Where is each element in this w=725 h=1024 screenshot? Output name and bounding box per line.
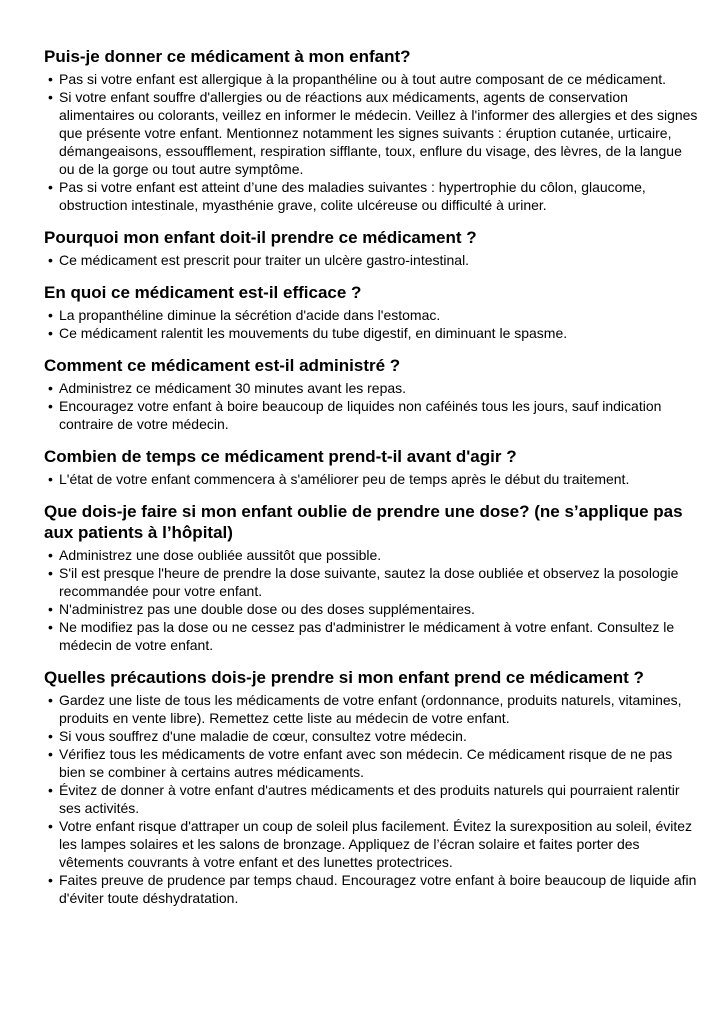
document-section <box>44 501 699 654</box>
bullet-item: • Pas si votre enfant est atteint d’une des maladies suivantes : hypertrophie du côlon, glaucome, obstruction intestinale, myasthénie grave, colite ulcéreuse ou difficulté à uriner. <box>44 178 699 214</box>
bullet-list <box>44 691 699 907</box>
bullet-item: • Faites preuve de prudence par temps chaud. Encouragez votre enfant à boire beaucoup de liquide afin d'éviter toute déshydratation. <box>44 871 699 907</box>
section-heading: Combien de temps ce médicament prend-t-il avant d'agir ? <box>44 447 517 466</box>
bullet-item: • Encouragez votre enfant à boire beaucoup de liquides non caféinés tous les jours, sauf indication contraire de votre médecin. <box>44 397 699 433</box>
section-heading: Comment ce médicament est-il administré ? <box>44 356 401 375</box>
document-section <box>44 667 699 907</box>
bullet-item: • N'administrez pas une double dose ou des doses supplémentaires. <box>44 600 699 618</box>
bullet-list <box>44 546 699 654</box>
section-heading: Puis-je donner ce médicament à mon enfant? <box>44 47 411 66</box>
document-section <box>44 46 699 214</box>
bullet-list <box>44 470 699 488</box>
document-section <box>44 282 699 342</box>
bullet-item: • Administrez une dose oubliée aussitôt que possible. <box>44 546 699 564</box>
bullet-item: • Si votre enfant souffre d'allergies ou de réactions aux médicaments, agents de conservation alimentaires ou colorants, veillez en informer le médecin. Veillez à l'informer des allergies et des signes que présente votre enfant. Mentionnez notamment les signes suivants : éruption cutanée, urticaire, démangeaisons, essoufflement, respiration sifflante, toux, enflure du visage, des lèvres, de la langue ou de la gorge ou tout autre symptôme. <box>44 88 699 178</box>
bullet-item: • Ce médicament ralentit les mouvements du tube digestif, en diminuant le spasme. <box>44 324 699 342</box>
bullet-list <box>44 251 699 269</box>
bullet-item: • Ne modifiez pas la dose ou ne cessez pas d'administrer le médicament à votre enfant. Consultez le médecin de votre enfant. <box>44 618 699 654</box>
bullet-item: • Vérifiez tous les médicaments de votre enfant avec son médecin. Ce médicament risque de ne pas bien se combiner à certains autres médicaments. <box>44 745 699 781</box>
bullet-list <box>44 306 699 342</box>
section-heading: Que dois-je faire si mon enfant oublie de prendre une dose? (ne s’applique pas aux patients à l’hôpital) <box>44 502 683 542</box>
section-heading: Pourquoi mon enfant doit-il prendre ce médicament ? <box>44 228 477 247</box>
document-section <box>44 227 699 269</box>
bullet-list <box>44 70 699 214</box>
bullet-item: • Pas si votre enfant est allergique à la propanthéline ou à tout autre composant de ce médicament. <box>44 70 699 88</box>
bullet-list <box>44 379 699 433</box>
bullet-item: • La propanthéline diminue la sécrétion d'acide dans l'estomac. <box>44 306 699 324</box>
document-sections <box>44 46 699 907</box>
bullet-item: • Votre enfant risque d'attraper un coup de soleil plus facilement. Évitez la surexposition au soleil, évitez les lampes solaires et les salons de bronzage. Appliquez de l’écran solaire et faites porter des vêtements couvrants à votre enfant et des lunettes protectrices. <box>44 817 699 871</box>
document-section <box>44 446 699 488</box>
bullet-item: • Administrez ce médicament 30 minutes avant les repas. <box>44 379 699 397</box>
section-heading: Quelles précautions dois-je prendre si mon enfant prend ce médicament ? <box>44 668 644 687</box>
bullet-item: • S'il est presque l'heure de prendre la dose suivante, sautez la dose oubliée et observez la posologie recommandée pour votre enfant. <box>44 564 699 600</box>
bullet-item: • L'état de votre enfant commencera à s'améliorer peu de temps après le début du traitement. <box>44 470 699 488</box>
bullet-item: • Ce médicament est prescrit pour traiter un ulcère gastro-intestinal. <box>44 251 699 269</box>
section-heading: En quoi ce médicament est-il efficace ? <box>44 283 362 302</box>
bullet-item: • Évitez de donner à votre enfant d'autres médicaments et des produits naturels qui pourraient ralentir ses activités. <box>44 781 699 817</box>
document-section <box>44 355 699 433</box>
bullet-item: • Gardez une liste de tous les médicaments de votre enfant (ordonnance, produits naturels, vitamines, produits en vente libre). Remettez cette liste au médecin de votre enfant. <box>44 691 699 727</box>
bullet-item: • Si vous souffrez d'une maladie de cœur, consultez votre médecin. <box>44 727 699 745</box>
